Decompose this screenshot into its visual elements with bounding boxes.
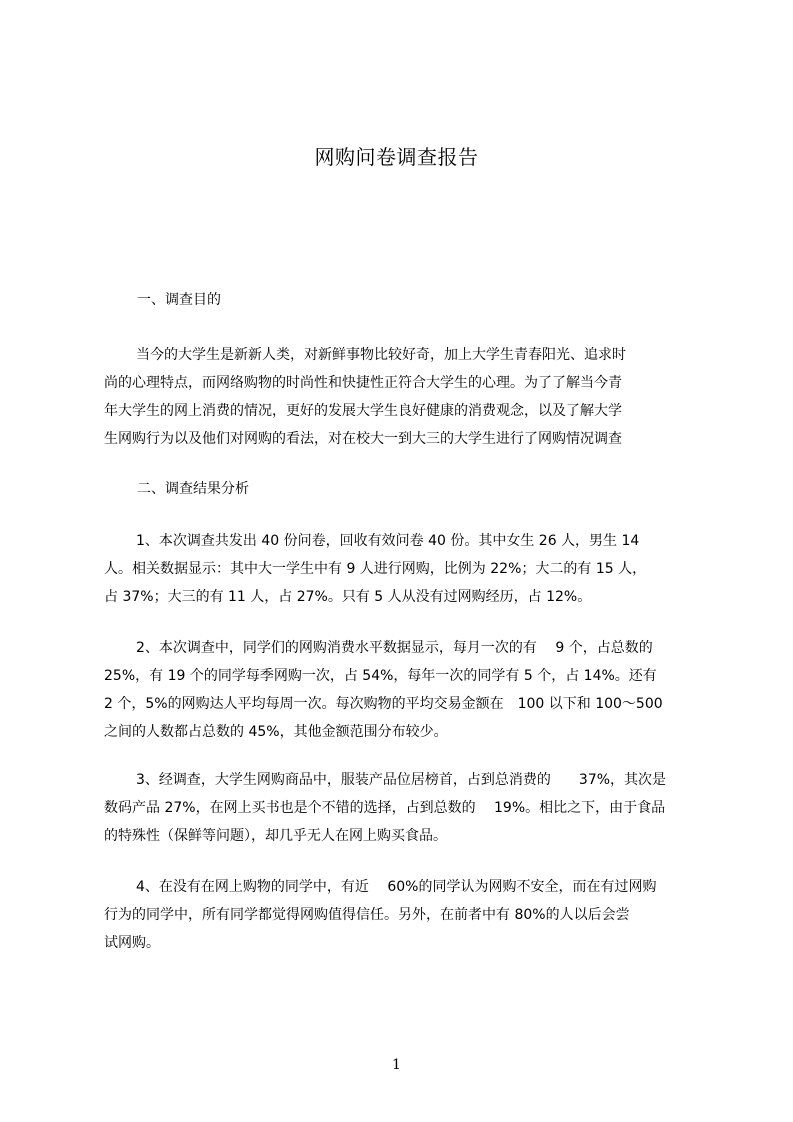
paragraph-line: 25%，有 19 个的同学每季网购一次，占 54%，每年一次的同学有 5 个，占 14%。还有 bbox=[104, 668, 657, 684]
paragraph-line: 之间的人数都占总数的 45%，其他金额范围分布较少。 bbox=[104, 724, 448, 740]
page-number: 1 bbox=[392, 1057, 401, 1073]
paragraph-line: 1、本次调查共发出 40 份问卷，回收有效问卷 40 份。其中女生 26 人，男生 14 bbox=[136, 533, 640, 549]
section-heading-purpose: 一、调查目的 bbox=[137, 292, 221, 308]
paragraph-line: 行为的同学中，所有同学都觉得网购值得信任。另外，在前者中有 80%的人以后会尝 bbox=[104, 907, 630, 923]
paragraph-line: 尚的心理特点，而网络购物的时尚性和快捷性正符合大学生的心理。为了了解当今青 bbox=[104, 375, 622, 391]
paragraph-line: 4、在没有在网上购物的同学中，有近 60%的同学认为网购不安全，而在有过网购 bbox=[136, 879, 657, 895]
paragraph-line: 占 37%；大三的有 11 人，占 27%。只有 5 人从没有过网购经历，占 12%。 bbox=[104, 589, 592, 605]
paragraph-line: 试网购。 bbox=[104, 935, 160, 951]
paragraph-line: 数码产品 27%，在网上买书也是个不错的选择，占到总数的 19%。相比之下，由于食品 bbox=[104, 800, 666, 816]
document-title: 网购问卷调查报告 bbox=[314, 145, 479, 169]
paragraph-line: 生网购行为以及他们对网购的看法，对在校大一到大三的大学生进行了网购情况调查 bbox=[104, 431, 622, 447]
paragraph-finding-4 bbox=[104, 873, 704, 957]
paragraph-line: 当今的大学生是新新人类，对新鲜事物比较好奇，加上大学生青春阳光、追求时 bbox=[136, 347, 626, 363]
paragraph-finding-3 bbox=[104, 766, 704, 850]
paragraph-finding-1 bbox=[104, 527, 704, 611]
paragraph-line: 2 个，5%的网购达人平均每周一次。每次购物的平均交易金额在 100 以下和 100～500 bbox=[104, 696, 663, 712]
paragraph-purpose bbox=[104, 341, 704, 453]
paragraph-line: 人。相关数据显示：其中大一学生中有 9 人进行网购，比例为 22%；大二的有 15 人， bbox=[104, 561, 647, 577]
paragraph-finding-2 bbox=[104, 634, 704, 746]
paragraph-line: 年大学生的网上消费的情况，更好的发展大学生良好健康的消费观念，以及了解大学 bbox=[104, 403, 622, 419]
paragraph-line: 的特殊性（保鲜等问题），却几乎无人在网上购买食品。 bbox=[104, 828, 447, 844]
paragraph-line: 2、本次调查中，同学们的网购消费水平数据显示，每月一次的有 9 个，占总数的 bbox=[136, 640, 653, 656]
paragraph-line: 3、经调查，大学生网购商品中，服装产品位居榜首，占到总消费的 37%，其次是 bbox=[136, 772, 667, 788]
section-heading-analysis: 二、调查结果分析 bbox=[137, 481, 249, 497]
